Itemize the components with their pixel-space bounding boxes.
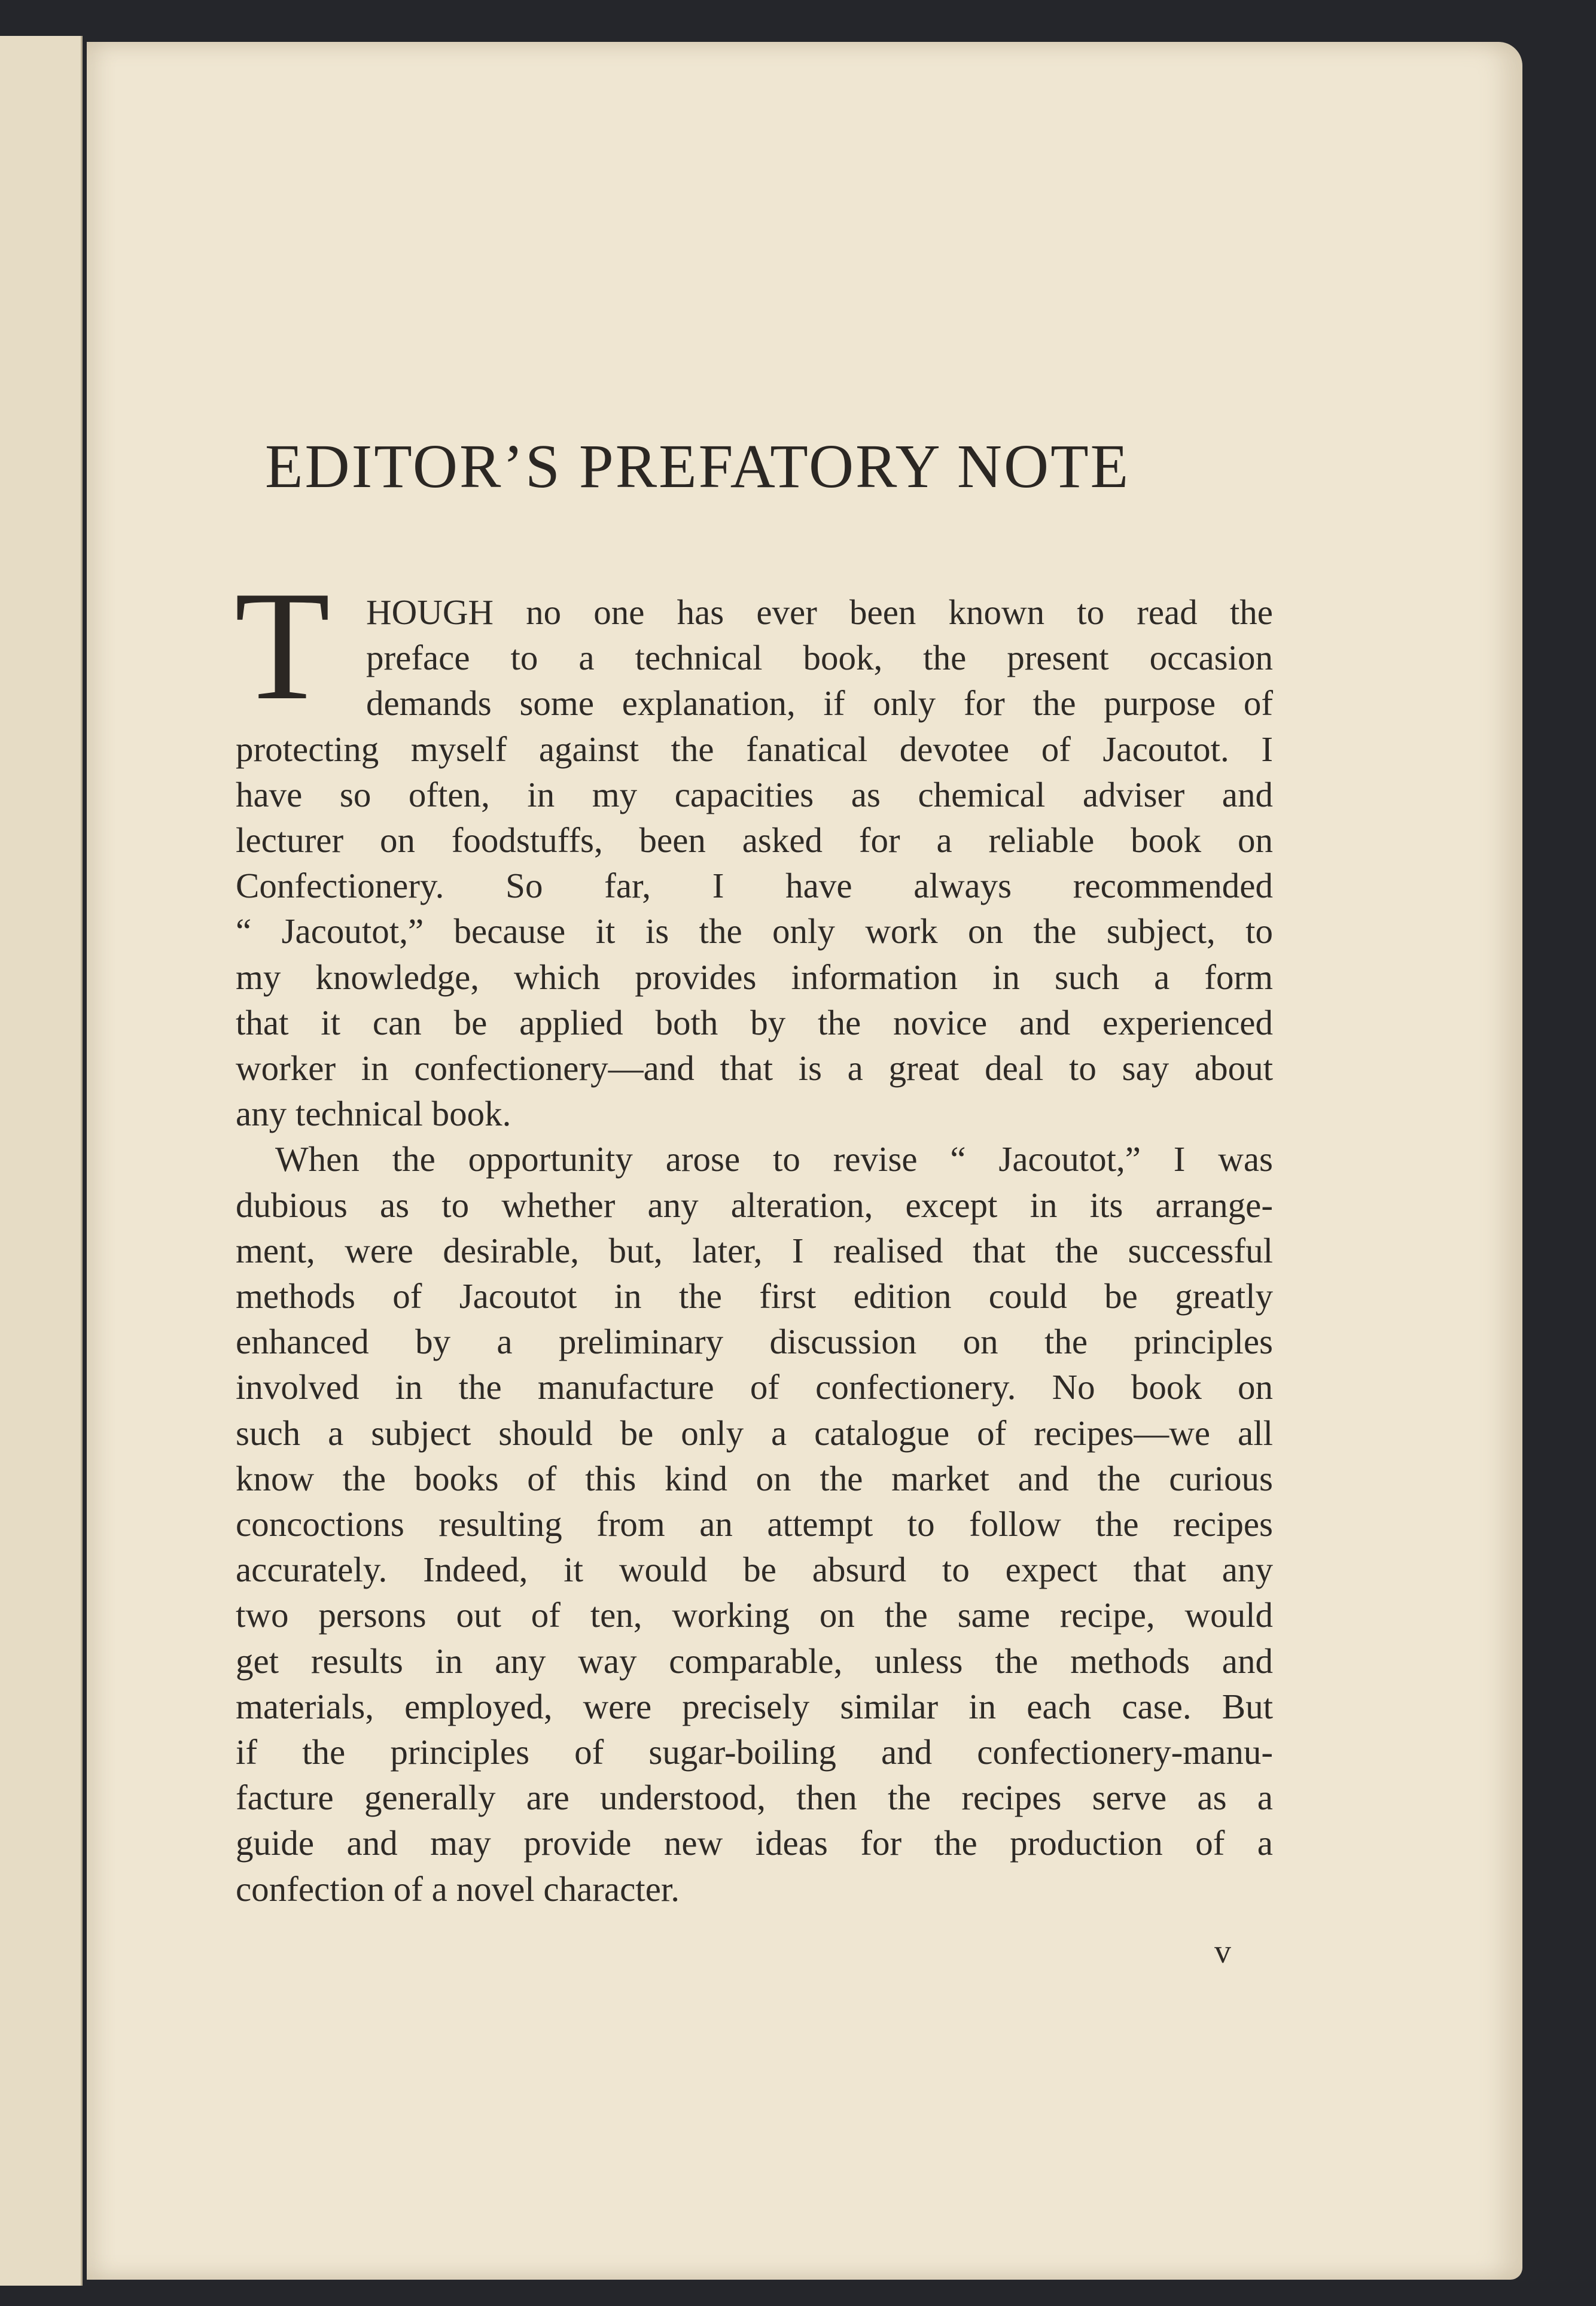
- text-line: Confectionery. So far, I have always recommended: [236, 866, 1273, 906]
- text-line: concoctions resulting from an attempt to follow the recipes: [236, 1504, 1273, 1544]
- text-line: demands some explanation, if only for the purpose of: [366, 683, 1273, 723]
- page-number: v: [1214, 1933, 1231, 1970]
- text-line: When the opportunity arose to revise “ Jacoutot,” I was: [275, 1139, 1273, 1179]
- text-line: enhanced by a preliminary discussion on the principles: [236, 1322, 1273, 1362]
- text-line: facture generally are understood, then the recipes serve as a: [236, 1778, 1273, 1818]
- text-line: know the books of this kind on the market and the curious: [236, 1458, 1273, 1498]
- text-line: preface to a technical book, the present occasion: [366, 638, 1273, 678]
- text-line: my knowledge, which provides information in such a form: [236, 957, 1273, 997]
- text-line: materials, employed, were precisely similar in each case. But: [236, 1686, 1273, 1726]
- text-line: that it can be applied both by the novice and experienced: [236, 1002, 1273, 1042]
- text-line: get results in any way comparable, unless the methods and: [236, 1641, 1273, 1681]
- facing-page-edge: [0, 36, 83, 2286]
- text-line: “ Jacoutot,” because it is the only work on the subject, to: [236, 911, 1273, 951]
- drop-cap: T: [234, 559, 331, 732]
- page-title: EDITOR’S PREFATORY NOTE: [265, 432, 1131, 501]
- text-line: two persons out of ten, working on the same recipe, would: [236, 1595, 1273, 1635]
- text-line: worker in confectionery—and that is a great deal to say about: [236, 1048, 1273, 1088]
- text-line: confection of a novel character.: [236, 1869, 680, 1909]
- text-line: have so often, in my capacities as chemical adviser and: [236, 774, 1273, 814]
- text-line: any technical book.: [236, 1094, 511, 1134]
- text-line: ment, were desirable, but, later, I realised that the successful: [236, 1230, 1273, 1270]
- text-line: such a subject should be only a catalogue of recipes—we all: [236, 1413, 1273, 1453]
- text-line: if the principles of sugar-boiling and confectionery-manu-: [236, 1732, 1273, 1772]
- text-line: accurately. Indeed, it would be absurd to expect that any: [236, 1550, 1273, 1590]
- text-line: HOUGH no one has ever been known to read the: [366, 592, 1273, 632]
- text-line: protecting myself against the fanatical devotee of Jacoutot. I: [236, 729, 1273, 769]
- text-line: lecturer on foodstuffs, been asked for a reliable book on: [236, 820, 1273, 860]
- text-line: methods of Jacoutot in the first edition could be greatly: [236, 1276, 1273, 1316]
- text-line: dubious as to whether any alteration, except in its arrange-: [236, 1185, 1273, 1225]
- text-line: involved in the manufacture of confectionery. No book on: [236, 1367, 1273, 1407]
- text-line: guide and may provide new ideas for the production of a: [236, 1823, 1273, 1863]
